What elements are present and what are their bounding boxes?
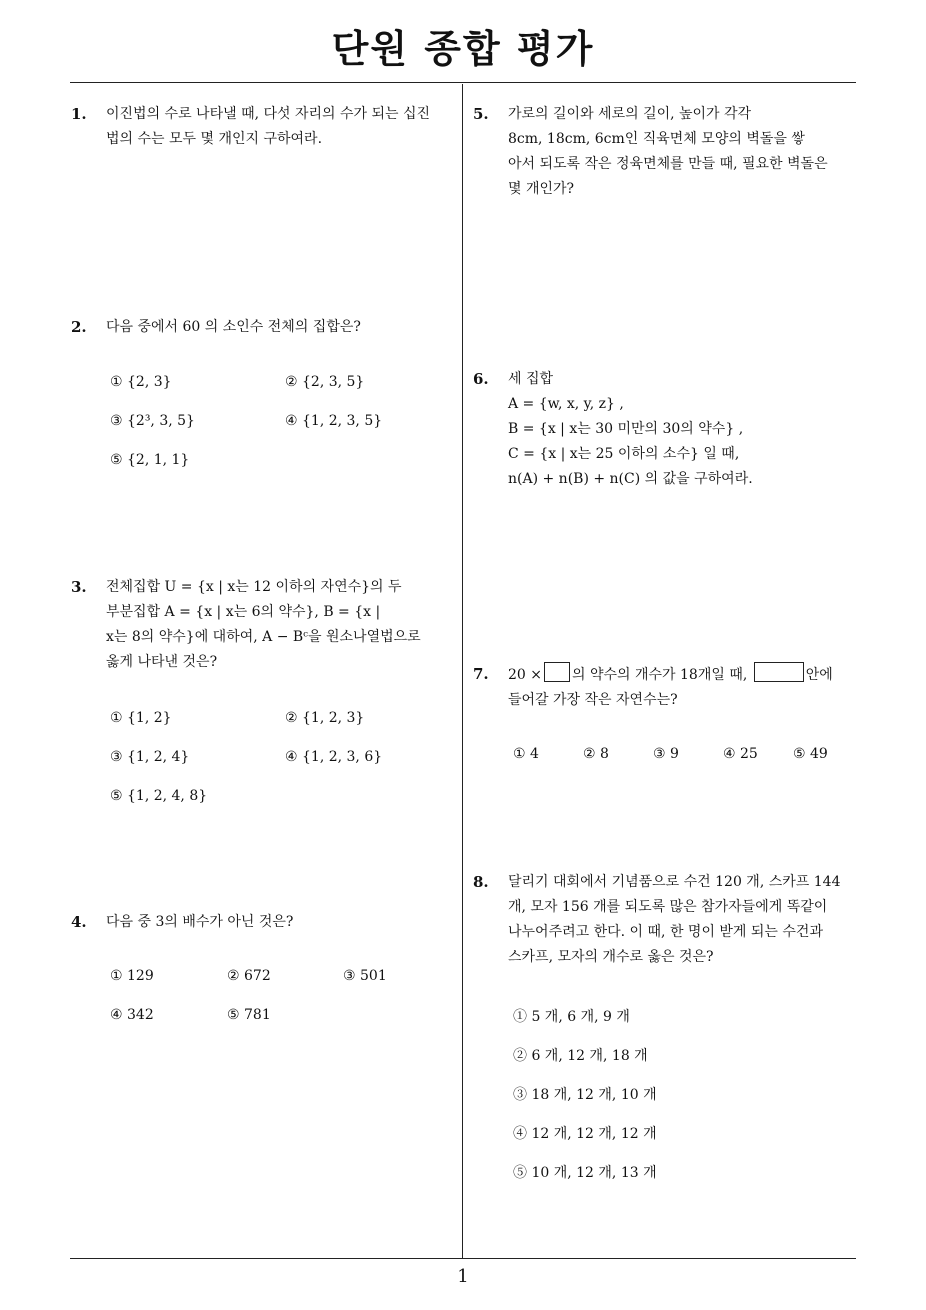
question-text bbox=[508, 870, 858, 970]
question-7 bbox=[473, 662, 858, 713]
question-number: 5. bbox=[473, 105, 489, 123]
question-line: 8cm, 18cm, 6cm인 직육면체 모양의 벽돌을 쌓 bbox=[508, 131, 805, 147]
choice-3[interactable]: ③ {2³, 3, 5} bbox=[110, 413, 195, 429]
question-line: 달리기 대회에서 기념품으로 수건 120 개, 스카프 144 bbox=[508, 874, 841, 890]
question-number: 7. bbox=[473, 665, 489, 683]
top-rule bbox=[70, 82, 856, 83]
page-number: 1 bbox=[457, 1266, 469, 1287]
choice-5[interactable]: ⑤ 49 bbox=[793, 746, 828, 762]
blank-box bbox=[544, 662, 570, 682]
question-text bbox=[508, 662, 858, 713]
question-text bbox=[106, 575, 466, 675]
choice-1[interactable]: ① {1, 2} bbox=[110, 710, 172, 726]
choice-2[interactable]: ② {1, 2, 3} bbox=[285, 710, 365, 726]
choice-2[interactable]: ② {2, 3, 5} bbox=[285, 374, 365, 390]
expression-prefix: 20 × bbox=[508, 667, 542, 683]
question-text bbox=[508, 102, 858, 202]
bottom-rule bbox=[70, 1258, 856, 1259]
choice-5[interactable]: ⑤ 10 개, 12 개, 13 개 bbox=[513, 1165, 657, 1181]
choice-4[interactable]: ④ 12 개, 12 개, 12 개 bbox=[513, 1126, 657, 1142]
choice-2[interactable]: ② 8 bbox=[583, 746, 609, 762]
page-title: 단원 종합 평가 bbox=[331, 27, 595, 71]
question-line: x는 8의 약수}에 대하여, A − Bᶜ을 원소나열법으로 bbox=[106, 629, 421, 645]
question-number: 4. bbox=[71, 913, 87, 931]
choice-1[interactable]: ① {2, 3} bbox=[110, 374, 172, 390]
question-line-mid: 의 약수의 개수가 18개일 때, bbox=[572, 667, 748, 683]
question-line: 스카프, 모자의 개수로 옳은 것은? bbox=[508, 949, 714, 965]
question-line: 부분집합 A = {x | x는 6의 약수}, B = {x | bbox=[106, 604, 381, 620]
set-b-definition: B = {x | x는 30 미만의 30의 약수} , bbox=[508, 421, 744, 437]
question-number: 6. bbox=[473, 370, 489, 388]
question-4 bbox=[71, 910, 466, 935]
question-text bbox=[508, 367, 858, 492]
question-line: 나누어주려고 한다. 이 때, 한 명이 받게 되는 수건과 bbox=[508, 924, 823, 940]
question-text bbox=[106, 315, 466, 340]
choice-1[interactable]: ① 4 bbox=[513, 746, 539, 762]
question-line: 다음 중에서 60 의 소인수 전체의 집합은? bbox=[106, 319, 361, 335]
choice-3[interactable]: ③ 9 bbox=[653, 746, 679, 762]
set-a-definition: A = {w, x, y, z} , bbox=[508, 396, 624, 412]
question-1 bbox=[71, 102, 466, 152]
question-line: 개, 모자 156 개를 되도록 많은 참가자들에게 똑같이 bbox=[508, 899, 828, 915]
question-line-suffix: 안에 bbox=[805, 667, 833, 683]
choice-2[interactable]: ② 672 bbox=[227, 968, 271, 984]
question-number: 2. bbox=[71, 318, 87, 336]
choice-3[interactable]: ③ 501 bbox=[343, 968, 387, 984]
question-number: 1. bbox=[71, 105, 87, 123]
question-number: 8. bbox=[473, 873, 489, 891]
choice-1[interactable]: ① 5 개, 6 개, 9 개 bbox=[513, 1009, 630, 1025]
choice-3[interactable]: ③ 18 개, 12 개, 10 개 bbox=[513, 1087, 657, 1103]
question-line: 옳게 나타낸 것은? bbox=[106, 654, 218, 670]
choice-4[interactable]: ④ 342 bbox=[110, 1007, 154, 1023]
choice-1[interactable]: ① 129 bbox=[110, 968, 154, 984]
question-2 bbox=[71, 315, 466, 340]
choice-4[interactable]: ④ {1, 2, 3, 5} bbox=[285, 413, 383, 429]
blank-box bbox=[754, 662, 804, 682]
question-line: n(A) + n(B) + n(C) 의 값을 구하여라. bbox=[508, 471, 753, 487]
choice-4[interactable]: ④ 25 bbox=[723, 746, 758, 762]
question-line bbox=[508, 662, 858, 688]
question-line: 가로의 길이와 세로의 길이, 높이가 각각 bbox=[508, 106, 752, 122]
question-line: 몇 개인가? bbox=[508, 181, 575, 197]
question-6 bbox=[473, 367, 858, 492]
question-line: 아서 되도록 작은 정육면체를 만들 때, 필요한 벽돌은 bbox=[508, 156, 828, 172]
choice-5[interactable]: ⑤ {1, 2, 4, 8} bbox=[110, 788, 208, 804]
question-number: 3. bbox=[71, 578, 87, 596]
question-8 bbox=[473, 870, 858, 970]
question-line: 전체집합 U = {x | x는 12 이하의 자연수}의 두 bbox=[106, 579, 402, 595]
question-line: 들어갈 가장 작은 자연수는? bbox=[508, 692, 678, 708]
question-line: 다음 중 3의 배수가 아닌 것은? bbox=[106, 914, 294, 930]
question-text bbox=[106, 910, 466, 935]
question-text bbox=[106, 102, 466, 152]
choice-5[interactable]: ⑤ {2, 1, 1} bbox=[110, 452, 190, 468]
choice-3[interactable]: ③ {1, 2, 4} bbox=[110, 749, 190, 765]
question-line: 법의 수는 모두 몇 개인지 구하여라. bbox=[106, 131, 323, 147]
set-c-definition: C = {x | x는 25 이하의 소수} 일 때, bbox=[508, 446, 740, 462]
question-5 bbox=[473, 102, 858, 202]
choice-2[interactable]: ② 6 개, 12 개, 18 개 bbox=[513, 1048, 648, 1064]
question-line: 세 집합 bbox=[508, 371, 554, 387]
choice-4[interactable]: ④ {1, 2, 3, 6} bbox=[285, 749, 383, 765]
choice-5[interactable]: ⑤ 781 bbox=[227, 1007, 271, 1023]
question-3 bbox=[71, 575, 466, 675]
question-line: 이진법의 수로 나타낼 때, 다섯 자리의 수가 되는 십진 bbox=[106, 106, 431, 122]
